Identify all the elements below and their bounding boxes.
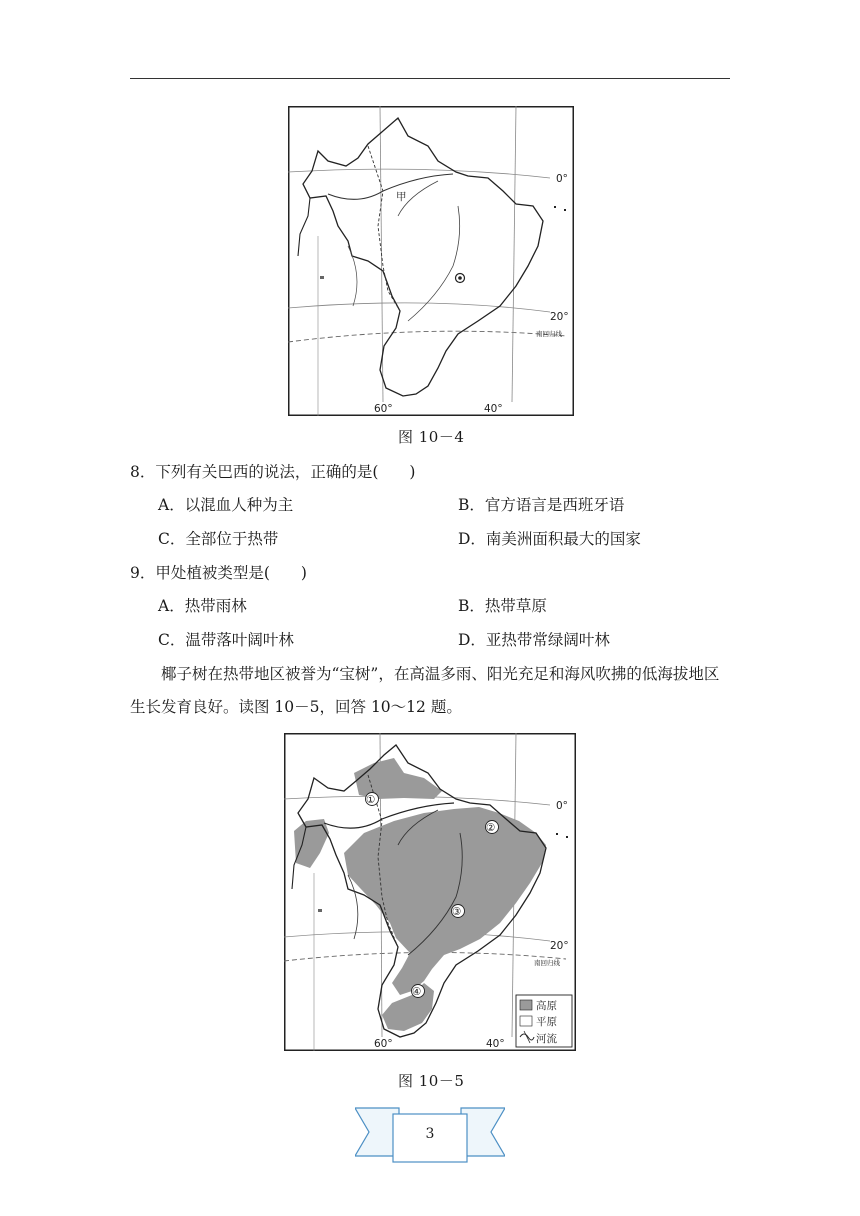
label-jia: 甲 [396,191,407,203]
question-9-option-b: B．热带草原 [458,597,547,615]
passage-line-1: 椰子树在热带地区被誉为“宝树”，在高温多雨、阳光充足和海风吹拂的低海 [161,665,673,683]
label-tropic: 南回归线 [536,330,562,338]
question-9-stem: 9．甲处植被类型是( ) [130,564,307,582]
marker-4: ④ [412,986,422,998]
figure-caption-10-5: 图 10－5 [398,1072,465,1090]
label-tropic: 南回归线 [534,959,560,967]
label-lon-60: 60° [374,403,393,415]
brazil-map-figure-1 [288,106,574,416]
label-lon-40: 40° [484,403,503,415]
label-lat-20: 20° [550,940,569,952]
header-rule [130,78,730,79]
label-equator: 0° [556,800,568,812]
figure-caption-10-4: 图 10－4 [398,428,465,446]
brazil-map-figure-2 [284,733,576,1051]
question-8-option-d: D．南美洲面积最大的国家 [458,530,641,548]
question-8-option-a: A．以混血人种为主 [158,496,294,514]
legend-river: 河流 [536,1033,557,1045]
passage-line-2: 拔地区生长发育良好。读图 10－5，回答 10～12 题。 [130,665,720,716]
passage [130,658,732,724]
question-9-option-a: A．热带雨林 [158,597,247,615]
marker-3: ③ [452,906,462,918]
question-9-option-d: D．亚热带常绿阔叶林 [458,631,610,649]
legend-plateau: 高原 [536,1000,557,1012]
question-8-option-c: C．全部位于热带 [158,530,279,548]
question-8-option-b: B．官方语言是西班牙语 [458,496,625,514]
legend-plain: 平原 [536,1016,557,1028]
label-lon-60: 60° [374,1038,393,1050]
question-9-option-c: C．温带落叶阔叶林 [158,631,294,649]
page-number: 3 [425,1126,435,1142]
marker-1: ① [366,794,376,806]
label-lat-20: 20° [550,311,569,323]
map-legend [516,995,572,1047]
question-8-stem: 8．下列有关巴西的说法，正确的是( ) [130,463,416,481]
marker-2: ② [486,822,496,834]
label-equator: 0° [556,173,568,185]
label-lon-40: 40° [486,1038,505,1050]
